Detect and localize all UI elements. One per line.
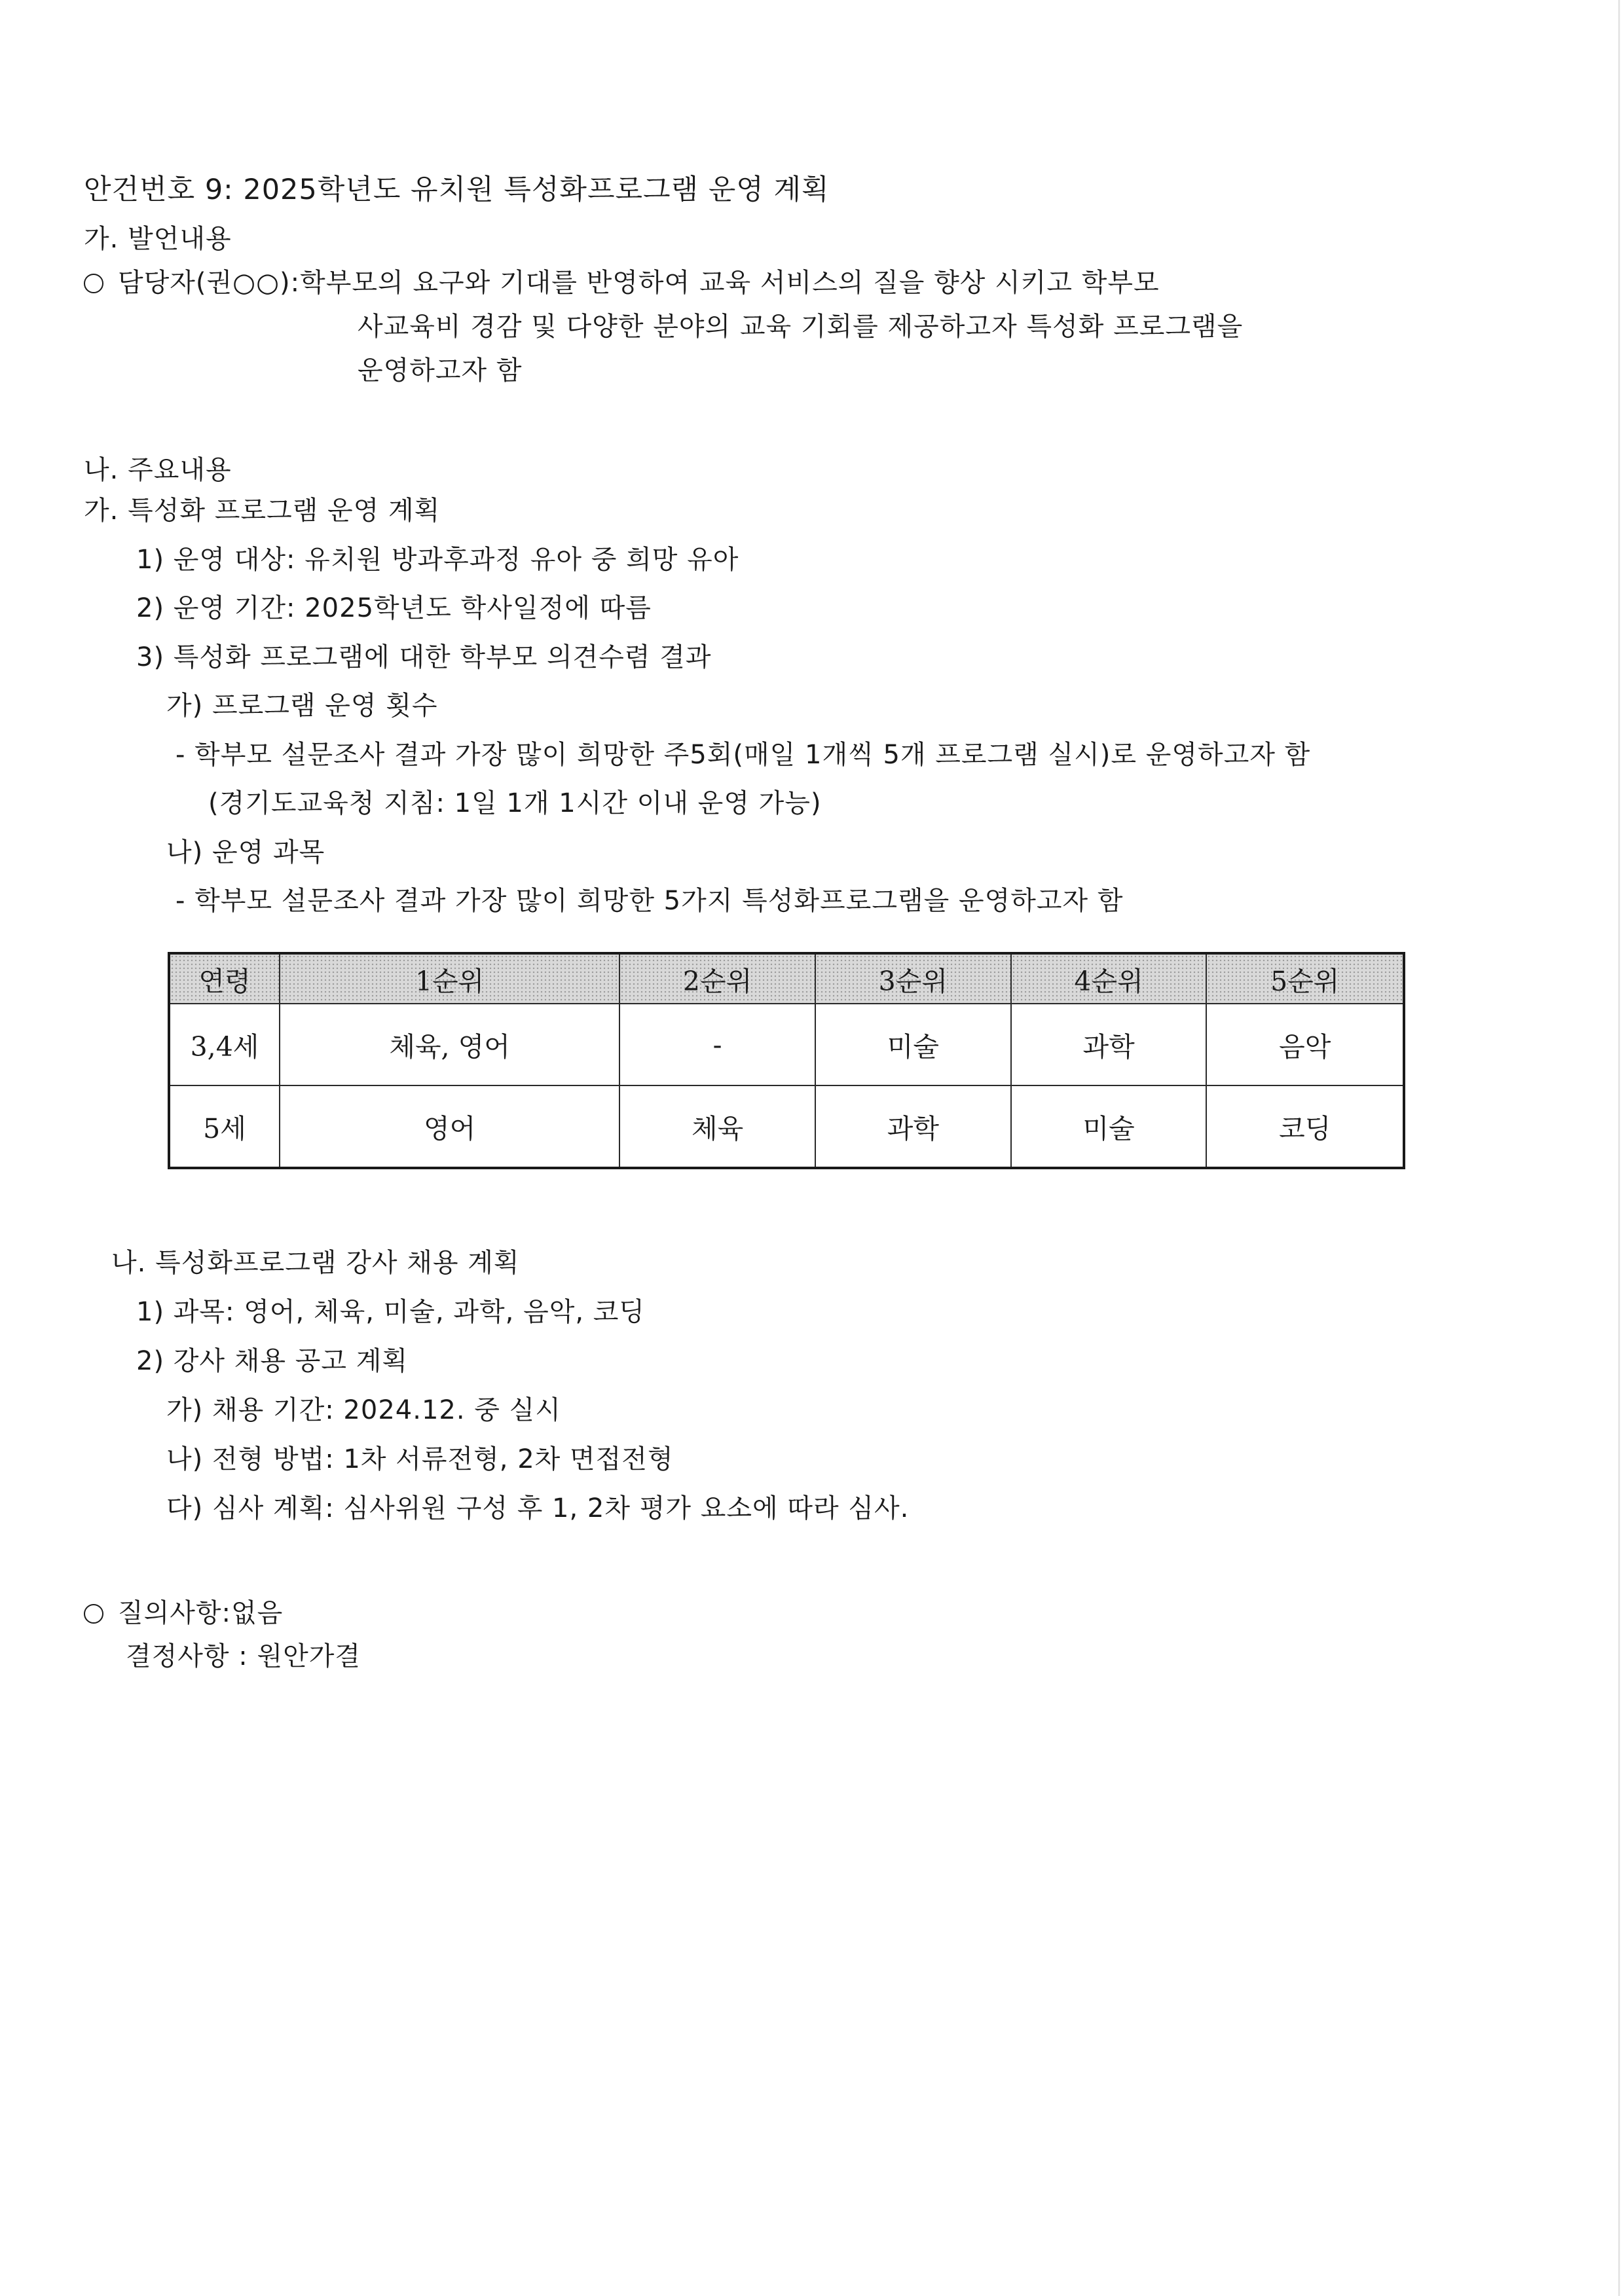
page-edge — [1618, 0, 1620, 2296]
circle-bullet-icon — [84, 1604, 103, 1624]
table-cell: 3,4세 — [169, 1004, 280, 1085]
hire-2: 2) 강사 채용 공고 계획 — [136, 1346, 409, 1376]
table-cell: 5세 — [169, 1085, 280, 1168]
table-header-cell: 2순위 — [619, 953, 815, 1004]
item-3-na: 나) 운영 과목 — [166, 837, 325, 867]
speaker-line-1: 담당자(권○○):학부모의 요구와 기대를 반영하여 교육 서비스의 질을 향상 시키고 학부모 — [118, 268, 1160, 298]
table-row — [169, 1085, 1404, 1168]
table-cell: 미술 — [1011, 1085, 1207, 1168]
item-1: 1) 운영 대상: 유치원 방과후과정 유아 중 희망 유아 — [136, 545, 739, 575]
item-3-ga-detail-2: (경기도교육청 지침: 1일 1개 1시간 이내 운영 가능) — [208, 788, 822, 818]
section-na-heading: 나. 주요내용 — [84, 455, 232, 485]
table-cell: 체육, 영어 — [280, 1004, 619, 1085]
table-header-cell: 5순위 — [1206, 953, 1404, 1004]
speaker-statement — [84, 266, 1160, 300]
table-cell: 음악 — [1206, 1004, 1404, 1085]
section-ga-heading: 가. 발언내용 — [84, 224, 232, 254]
subsection-ga-heading: 가. 특성화 프로그램 운영 계획 — [84, 496, 441, 526]
item-3-ga: 가) 프로그램 운영 횟수 — [166, 691, 438, 721]
preference-ranking-table — [168, 952, 1405, 1169]
item-3-na-detail-1: - 학부모 설문조사 결과 가장 많이 희망한 5가지 특성화프로그램을 운영하고자 함 — [175, 886, 1124, 916]
hire-2-da: 다) 심사 계획: 심사위원 구성 후 1, 2차 평가 요소에 따라 심사. — [166, 1493, 910, 1523]
questions-text: 질의사항:없음 — [118, 1598, 284, 1628]
table-header-cell: 4순위 — [1011, 953, 1207, 1004]
table-cell: 미술 — [815, 1004, 1011, 1085]
item-3: 3) 특성화 프로그램에 대한 학부모 의견수렴 결과 — [136, 642, 712, 672]
table-cell: 영어 — [280, 1085, 619, 1168]
table-cell: 코딩 — [1206, 1085, 1404, 1168]
table-cell: 과학 — [1011, 1004, 1207, 1085]
table-header-row — [169, 953, 1404, 1004]
subsection-na-heading: 나. 특성화프로그램 강사 채용 계획 — [111, 1248, 520, 1278]
table-header-cell: 연령 — [169, 953, 280, 1004]
circle-bullet-icon — [84, 274, 103, 293]
questions-line — [84, 1596, 283, 1630]
table-cell: 과학 — [815, 1085, 1011, 1168]
decision-line: 결정사항 : 원안가결 — [126, 1641, 361, 1671]
hire-1: 1) 과목: 영어, 체육, 미술, 과학, 음악, 코딩 — [136, 1297, 646, 1327]
item-2: 2) 운영 기간: 2025학년도 학사일정에 따름 — [136, 593, 652, 623]
hire-2-ga: 가) 채용 기간: 2024.12. 중 실시 — [166, 1395, 561, 1425]
hire-2-na: 나) 전형 방법: 1차 서류전형, 2차 면접전형 — [166, 1444, 674, 1474]
table-row — [169, 1004, 1404, 1085]
speaker-line-2: 사교육비 경감 및 다양한 분야의 교육 기회를 제공하고자 특성화 프로그램을 — [358, 312, 1244, 342]
table-cell: - — [619, 1004, 815, 1085]
speaker-line-3: 운영하고자 함 — [358, 355, 523, 386]
table-header-cell: 1순위 — [280, 953, 619, 1004]
table-header-cell: 3순위 — [815, 953, 1011, 1004]
agenda-title: 안건번호 9: 2025학년도 유치원 특성화프로그램 운영 계획 — [84, 173, 830, 206]
item-3-ga-detail-1: - 학부모 설문조사 결과 가장 많이 희망한 주5회(매일 1개씩 5개 프로그램 실시)로 운영하고자 함 — [175, 740, 1311, 770]
table-cell: 체육 — [619, 1085, 815, 1168]
